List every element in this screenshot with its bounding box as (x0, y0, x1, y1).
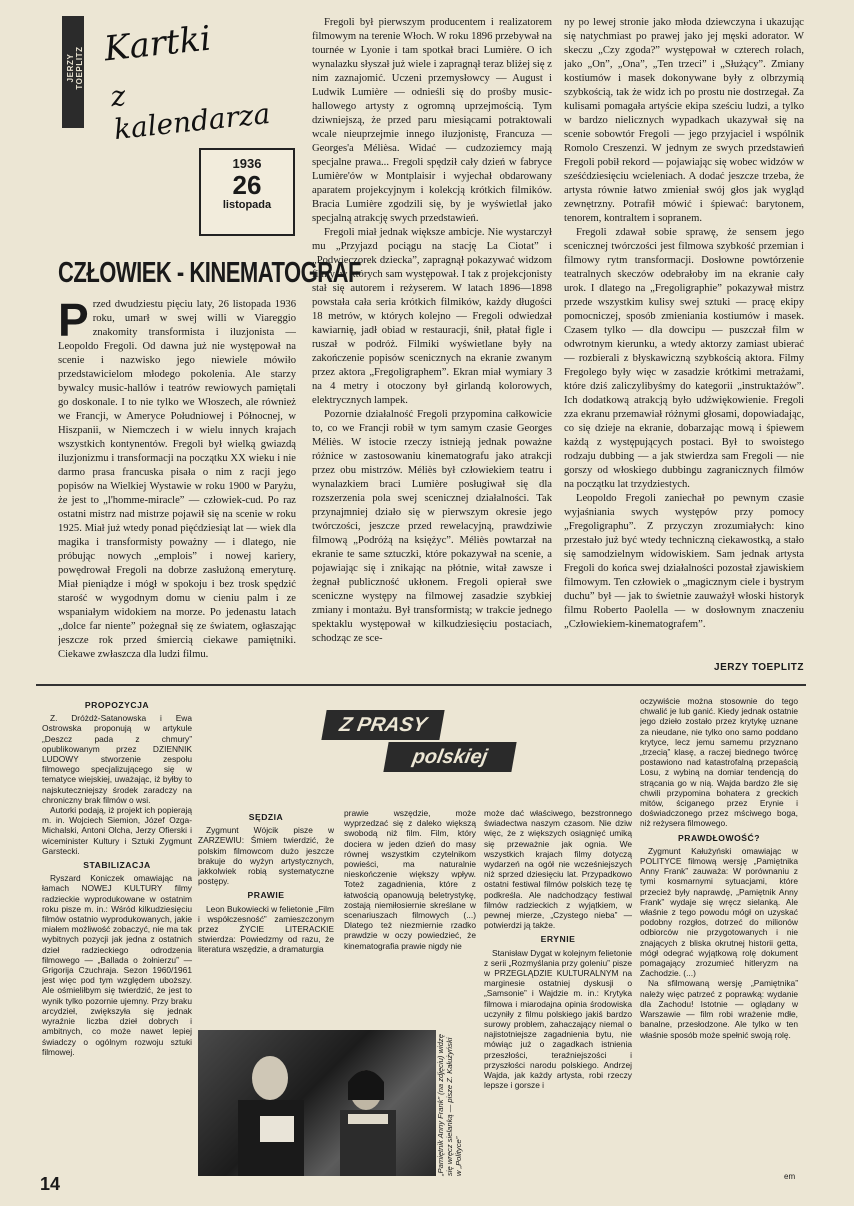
article-col3-p3: Leopoldo Fregoli zaniechał po pewnym czasie wyjaśniania swych występów przy pomocy „Fregoligraphu”. Z przyczyn zrozumiałych: kino przestało już być wtedy techniczną ciekawostką, a stało się samodzielnym widowiskiem. Sam jednak artysta Fregoli do końca swej działalności pozostał zjawiskiem filmowym. Ten człowiek o „magicznym ciele i bystrym duchu” był — jak to świetnie zauważył włoski historyk filmu Roberto Paolella — w dosłownym znaczeniu „Człowiekiem-kinematografem”. (564, 493, 804, 630)
film-still-photo (198, 1030, 436, 1176)
article-column-1 (58, 298, 296, 668)
article-dropcap: P (58, 298, 89, 346)
article-col2-p1: Fregoli był pierwszym producentem i realizatorem filmowym na terenie Włoch. W roku 1896 przebywał na tournée w Lyonie i tam spotkał braci Lumière. O ich wynalazku słyszał już wiele i zapragnął teraz bliżej się z nim zaznajomić. Uczeni przemysłowcy — August i Ludwik Lumière — odnieśli się do prośby music-hallowego artysty z ogromną uprzejmością. Tym dziwniejszą, że przed paru miesiącami potraktowali wcale nieuprzejmie innego iluzjonistę, Francuza — Georges'a Mélièsa. Widać — cudzoziemcy mają specjalne prawa... Fregoli spędził cały dzień w fabryce Lumière'ów w Montplaisir i wyjechał obdarowany aparatem projekcyjnym i kolekcją krótkich filmików. Bracia Lumière zgodzili się, by je wyświetlał jako specjalną atrakcję swych przedstawień. (312, 17, 552, 224)
footer-mark: em (784, 1172, 796, 1181)
article-title: CZŁOWIEK - KINEMATOGRAF (58, 256, 361, 289)
date-box (199, 148, 295, 236)
article-column-2 (312, 16, 552, 682)
press-p: Stanisław Dygat w kolejnym felietonie z serii „Rozmyślania przy goleniu” pisze w PRZEGLĄDZIE KULTURALNYM na marginesie ostatniej dyskusji o „Samsonie” i Wajdzie m. in.: Krytyka filmowa i miarodajna opinia środowiska uczyniły z filmu polskiego jakiś bardzo surowy problem, zahaczający niemal o najistotniejsze zagadnienia bytu, nie mówiąc już o zagadkach istnienia przeszłości, teraźniejszości i przyszłości narodu polskiego. Andrzej Wajda, jak każdy artysta, robi rzeczy lepsze i gorsze i (484, 947, 632, 1091)
article-col3-p1: ny po lewej stronie jako młoda dziewczyna i ukazując się natychmiast po prawej jako jej męski adorator. W skeczu „Czy zgoda?” występował w czterech rolach, jako „On”, „Ona”, „Ten trzeci” i „Służący”. Zmiany kostiumów i masek dokonywane były z olbrzymią szybkością, tak że widz ich po prostu nie dostrzegał. Za kulisami pomagała artyście ekipa sześciu ludzi, a tylko w bardzo nielicznych wypadkach ukazywał się na scenie sobowtór Fregoli — jego przyjaciel i wspólnik Romolo Creszenzi. W jednym ze swych przedstawień Fregoli pobił rekord — pojawiając się wobec widzów w sześćdziesięciu wcieleniach. A dodać jeszcze trzeba, że artysta równie łatwo zmieniał swój głos jak wygląd zewnętrzny. Potrafił mówić i śpiewać: barytonem, tenorem, kontraltem i sopranem. (564, 17, 804, 224)
press-logo-line1: Z PRASY (321, 710, 444, 740)
date-year: 1936 (232, 156, 262, 171)
press-p: prawie wszędzie, może wyprzedzać się z daleko większą swobodą niż film. Film, który dociera w jeden dzień do masy równej wszystkim czytelnikom powieści, ma naturalnie nieskończenie większy wpływ. Toteż zagadnienia, które z łatwością opanowują beletrystykę, zostają niemiłosiernie skreślane w scenariuszach filmowych (...) Dlatego też niezmiernie rzadko prawdzie w oczy powiedzieć, że kinematografia prawie nigdy nie (344, 808, 476, 951)
press-logo (322, 706, 516, 778)
press-p: Zygmunt Wójcik pisze w ZARZEWIU: Śmiem twierdzić, że polskim filmowcom dużo jeszcze brakuje do wyżyn artystycznych, jakkolwiek robią systematyczne postępy. (198, 825, 334, 887)
press-p: Z. Dróżdż-Satanowska i Ewa Ostrowska proponują w artykule „Deszcz pada z chmury” opublikowanym przez DZIENNIK LUDOWY stworzenie zespołu filmowego specjalizującego się w tematyce wiejskiej, uważając, iż byłby to najskuteczniejszy środek zaradczy na chroniczny brak filmów o wsi. (42, 713, 192, 805)
press-heading-sedzia: SĘDZIA (248, 812, 284, 822)
header-calligraphy-line2: z kalendarza (108, 78, 272, 147)
press-column-3 (344, 808, 476, 1024)
press-p: Ryszard Koniczek omawiając na łamach NOWEJ KULTURY filmy radzieckie wyprodukowane w ostatnim roku pisze m. in.: Wśród kilkudziesięciu filmów ostatnio wyprodukowanych, jakie miałem możliwość zobaczyć, nie ma tak wybitnych pozycji jak jedna z ostatnich dzieł radzieckiego odrodzenia filmowego — „Ballada o żołnierzu” — Grigorija Czuchraja. Sezon 1960/1961 jest więc pod tym względem uboższy. Ale ośmieliłbym się twierdzić, że jest to wynik tylko pozornie ujemny. Przy braku arcydzieł, zwiększyła się jednak wyraźnie liczba dzieł dobrych i ambitnych, co może nawet lepiej świadczy o ogólnym rozwoju sztuki filmowej. (42, 873, 192, 1057)
header-vertical-author: JERZY TOEPLITZ (66, 46, 84, 90)
press-column-1 (42, 696, 192, 1136)
press-heading-prawdlowosc: PRAWDŁOWOŚĆ? (678, 832, 760, 843)
article-signature: JERZY TOEPLITZ (714, 662, 804, 673)
film-still-figures (198, 1030, 436, 1176)
press-p: Autorki podają, iż projekt ich popierają m. in. Wojciech Siemion, Józef Ozga-Michalski, Antoni Olcha, Jerzy Ofierski i wiceminister Kultury i Sztuki Zygmunt Garstecki. (42, 805, 192, 856)
press-column-2 (198, 808, 334, 1024)
header-calligraphy-line1: Kartki (102, 18, 213, 70)
press-column-4 (484, 808, 632, 1178)
press-column-5 (640, 696, 798, 1176)
press-heading-stabilizacja: STABILIZACJA (83, 860, 151, 871)
article-column-3 (564, 16, 804, 652)
article-col3-p2: Fregoli zdawał sobie sprawę, że sensem jego scenicznej twórczości jest filmowa szybkość przemian i filmowy rytm transformacji. Dosłowne powtórzenie teatralnych skeczów odebrałoby im na ekranie cały urok. I dlatego na „Fregoligraphie” pokazywał mistrz przede wszystkim kulisy swej sztuki — pracę ekipy pomocniczej, sposób zmieniania kostiumów i masek. Czasem tylko — dla dowcipu — puszczał film w odwrotnym kierunku, a wtedy aktorzy zamiast ubierać — rozbierali z błyskawiczną szybkością aktora. Filmy Fregolego były więc w zasadzie krótkimi metrażami, które dziś zaliczylibyśmy do kategorii „instruktażów”. Ich dodatkową atrakcją było udźwiękowienie. Fregoli zza ekranu przemawiał różnymi głosami, dopowiadając, co się dzieje na ekranie, dobarzając mową i śpiewem każdą z występujących postaci. Był to swoistego rodzaju dubbing — a jak stwierdza sam Fregoli — nie gorszy od włoskiego dubbingu zagranicznych filmów na początku lat trzydziestych. (564, 227, 804, 490)
press-p: Leon Bukowiecki w felietonie „Film i współczesność” zamieszczonym przez ŻYCIE LITERACKIE stwierdza: Powiedzmy od razu, że literatura wszędzie, a dramaturgia (198, 903, 334, 955)
date-day: 26 (232, 170, 262, 200)
press-heading-prawie: PRAWIE (247, 890, 285, 901)
press-p: oczywiście można stosownie do tego chwalić je lub ganić. Kiedy jednak ostatnie jego dzieło zostało przez krytykę uznane za nieudane, nie tylko ono samo poddano krytyce, lecz jemu samemu przyznano „trzecią” klasę, a raczej biednego twórcę postawiono nad katastrofalną przepaścią Losu, z wybiną na domiar tendencją do strącania go w nią. Wajda bardzo źle się chwili przypomina bohatera z greckich mitów, ściganego przez Erynie i doświadczonego przez mściwego boga, niż reżysera filmowego. (640, 696, 798, 829)
article-col2-p3: Pozornie działalność Fregoli przypomina całkowicie to, co we Francji robił w tym samym czasie Georges Méliès. W istocie rzeczy istnieją jednak poważne różnice w zastosowaniu kinematografu jako atrakcji przez obu mistrzów. Méliès był człowiekiem teatru i wynalazkiem braci Lumière posługiwał się dla rozszerzenia pola swej scenicznej działalności. Tak przynajmniej działo się w pierwszym okresie jego twórczości, jeszcze przed rewelacyjną, prawdziwie filmową „Podróżą na księżyc”. Méliès powtarzał na ekranie te same sztuczki, które pokazywał na scenie, a pojawiając się i znikając na płótnie, witał zawsze i żegnał publiczność ukłonem. Fregoli opierał swe sceniczne występy na filmowej zasadzie szybkiej zmiany i montażu. Był transformistą; w trakcie jednego spektaklu występował w kilkudziesięciu postaciach, schodząc ze sce- (312, 409, 552, 644)
section-divider (36, 684, 806, 686)
press-p: Na sfilmowaną wersję „Pamiętnika” należy więc patrzeć z poprawką: wydanie dla Zachodu! Istotnie — oglądany w Warszawie — film robi wrażenie mdłe, banalne, przesłodzone. Ale tylko w ten właśnie sposób może spełnić swoją rolę. (640, 978, 798, 1040)
press-logo-line2: polskiej (383, 742, 516, 772)
header-banner (62, 16, 272, 147)
article-col2-p2: Fregoli miał jednak większe ambicje. Nie wystarczył mu „Przyjazd pociągu na stację La Ciotat” i „Podwieczorek dziecka”, zapragnął pokazywać widzom filmy, w których sam występował. I tak z projekcjonisty stał się autorem i reżyserem. W latach 1896—1898 powstała cała seria krótkich filmików, każdy długości 18 metrów, w których kolejno — Fregoli odwiedzał kawiarnię, jadł obiad w restauracji, śnił, płatał figle i ruszał w podróż. Filmiki wyświetlane były na zakończenie popisów scenicznych na ekranie zwanym przez aktora „Fregoligraphem”. Ekran miał wymiary 3 na 4 metry i otoczony był girlandą kolorowych, elektrycznych lampek. (312, 227, 552, 406)
press-p: może dać właściwego, bezstronnego świadectwa naszym czasom. Nie dziw więc, że z większych osiągnięć umiką się przeważnie jak ognia. We wszystkich krajach filmy dotyczą wydarzeń na ogół nie wcześniejszych niż sprzed dziesięciu lat. Przypadkowo ostatni festiwal filmów polskich tezę tę podkreśla. Ale nadchodzący festiwal filmów radzieckich z wyjątkiem, w pewnej mierze, „Czystego nieba” — potwierdzi ją także. (484, 808, 632, 931)
press-heading-propozycja: PROPOZYCJA (84, 700, 150, 710)
press-p: Zygmunt Kałużyński omawiając w POLITYCE filmową wersję „Pamiętnika Anny Frank” zauważa: W porównaniu z tymi kosmarnymi sytuacjami, które przecież były naprawdę, „Pamiętnik Anny Frank” wydaje się wręcz sielanką. Ale właśnie z tego powodu mógł on uzyskać podobny rozgłos, dotrzeć do milionów odbiorców nie przygotowanych i nie znających z bliska okrutnej historii getta, mógł odegrać wyjątkową rolę dokument pomagający zrozumieć hitleryzm na Zachodzie. (...) (640, 845, 798, 979)
page-number: 14 (40, 1174, 61, 1194)
date-month: listopada (222, 199, 272, 211)
header-calligraphy (84, 16, 272, 147)
press-heading-erynie: ERYNIE (540, 934, 576, 945)
photo-caption: „Pamiętnik Anny Frank” (na zdjęciu) widzę się wręcz sielanką — pisze Z. Kałużyński w „Polityce” (436, 1034, 463, 1176)
article-col1-p1: rzed dwudziestu pięciu laty, 26 listopada 1936 roku, umarł w swej willi w Viareggio znakomity transformista i iluzjonista — Leopoldo Fregoli. Od dawna już nie występował na scenie i nazwisko jego niewiele mówiło przedstawicielom młodego pokolenia. Ale starzy bywalcy music-hallów i teatrów rewiowych pamiętali go doskonale. I to nie tylko we Włoszech, ale również we Francji, w Ameryce Południowej i Północnej, w Hiszpanii, w Niemczech i w wielu innych krajach wszystkich kontynentów. Fregoli był wielką gwiazdą iluzjonizmu i transformacji na początku XX wieku i nie darmo prasa francuska pisała o nim z racji jego popisów na Wielkiej Wystawie w roku 1900 w Paryżu, że jest to „l'homme-miracle” — człowiek-cud. Po raz ostatni mistrz nad mistrze pojawił się na scenie w roku 1925. Miał już wtedy ponad pięćdziesiąt lat — wiek dla magika i transformisty poważny — i dlatego, nie próbując nowych „emplois” i nowej kariery, powędrował Fregoli na dobrze zasłużoną emeryturę. Miał pieniądze i mógł w spokoju i bez trosk spędzić starość w wygodnym domu w cieniu palm i ze wspaniałym widokiem na morze. Po jedenastu latach „dolce far niente” pożegnał się ze światem, ogłaszając jeszcze rok przed śmiercią ciekawe pamiętniki. Ciekawe zwłaszcza dla ludzi filmu. (58, 299, 296, 660)
